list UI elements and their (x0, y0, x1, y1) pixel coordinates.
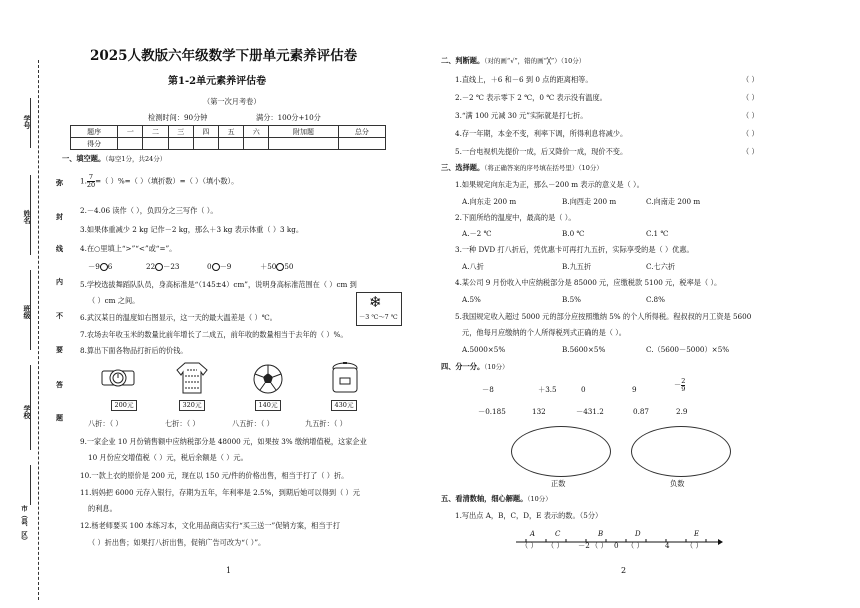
question-10: 10.一款上衣的原价是 200 元，现在以 150 元/件的价格出售，相当于打了（ ）折。 (80, 471, 349, 480)
question-12-line-2: （ ）折出售；如果打八折出售，促销广告可改为“（ ）”。 (88, 538, 266, 547)
choice-option[interactable]: B.5600×5% (562, 345, 606, 354)
choice-option[interactable]: C.向南走 200 m (646, 197, 701, 206)
compare-right: 6 (107, 262, 113, 271)
compare-item (88, 262, 112, 272)
score-cell[interactable] (219, 138, 244, 150)
score-cell[interactable] (269, 138, 338, 150)
q1-fraction (87, 174, 95, 189)
section-3-heading (441, 163, 603, 173)
axis-answer-blank[interactable]: （ ） (547, 541, 564, 550)
section-1-note: （每空1分，共24分） (105, 155, 167, 163)
discount-answer: 八折：（ ） (88, 419, 123, 428)
compare-right: －23 (163, 262, 180, 271)
question-11-line-2: 的利息。 (88, 504, 117, 513)
number-item-fraction: － $\frac{2}{9}$ (674, 377, 686, 393)
number-item: ＋3.5 (538, 385, 557, 394)
section-3-title: 三、选择题。 (441, 163, 485, 172)
discount-answer: 七折：（ ） (165, 419, 200, 428)
section-4-note: （10分） (484, 363, 509, 371)
student-id-label: 学号 (23, 115, 32, 129)
judge-answer[interactable]: （ ） (742, 75, 759, 84)
compare-item (207, 262, 231, 272)
choice-option[interactable]: B.向西走 200 m (562, 197, 617, 206)
section-5-heading (441, 494, 552, 504)
score-row-label: 得分 (71, 138, 118, 150)
price-tag: 200元 (111, 400, 137, 411)
weather-sign (356, 292, 402, 326)
score-table-header: 五 (219, 126, 244, 138)
choice-question: 2.下面所给的温度中，最高的是（ ）。 (455, 213, 576, 222)
district-label: 市（县、区） (20, 505, 28, 544)
name-label: 姓名 (23, 210, 32, 224)
number-item: 0.87 (633, 407, 650, 416)
question-4: 4.在○里填上“>”“<”或“=”。 (80, 244, 177, 253)
compare-item (260, 262, 294, 272)
score-cell[interactable] (118, 138, 143, 150)
temperature-range: －3 ℃～7 ℃ (359, 314, 398, 321)
axis-point-label: C (555, 530, 561, 538)
negative-label: 负数 (670, 479, 685, 488)
score-cell[interactable] (338, 138, 385, 150)
score-table-header-row (71, 126, 386, 138)
compare-circle[interactable] (212, 263, 220, 271)
page-number: 2 (621, 566, 627, 575)
score-table-header: 一 (118, 126, 143, 138)
section-3-note: （将正确答案的序号填在括号里）（10分） (484, 164, 603, 172)
axis-tick-label: 4 (665, 541, 670, 550)
score-table-header: 六 (244, 126, 269, 138)
score-table-row (71, 138, 386, 150)
score-table-header: 附加题 (269, 126, 338, 138)
section-1-title: 一、填空题。 (62, 154, 106, 163)
axis-point-label: E (694, 530, 700, 538)
axis-answer-blank[interactable]: （ ） (521, 541, 538, 550)
axis-point-label: D (635, 530, 641, 538)
positive-set[interactable] (511, 426, 611, 477)
question-1 (80, 174, 238, 189)
choice-option[interactable]: C.（5600－5000）×5% (646, 345, 730, 354)
axis-point-label: A (530, 530, 536, 538)
exam-subtitle: 第1-2单元素养评估卷 (168, 76, 267, 87)
positive-label: 正数 (551, 479, 566, 488)
choice-option[interactable]: B.0 ℃ (562, 229, 585, 238)
score-table (70, 125, 386, 150)
seal-char: 弥 (56, 178, 63, 187)
number-item: 0 (581, 385, 586, 394)
score-table-header: 三 (168, 126, 193, 138)
score-table-header: 四 (193, 126, 218, 138)
section-5-note: （10分） (527, 495, 552, 503)
section-5-title: 五、看清数轴，细心解题。 (441, 494, 528, 503)
choice-option[interactable]: A.向东走 200 m (462, 197, 517, 206)
compare-left: －9 (88, 262, 100, 271)
section-2-title: 二、判断题。 (441, 56, 485, 65)
choice-option[interactable]: A.－2 ℃ (462, 229, 492, 238)
price-tag: 430元 (331, 400, 357, 411)
number-item: 2.9 (676, 407, 688, 416)
section-2-heading (441, 56, 585, 66)
negative-set[interactable] (631, 426, 731, 477)
seal-char: 题 (56, 413, 63, 422)
compare-left: 22 (146, 262, 156, 271)
question-9-line-2: 10 月份应交增值税（ ）元，税后余额是（ ）元。 (88, 453, 248, 462)
price-tag: 320元 (179, 400, 205, 411)
question-11-line-1: 11.妈妈把 6000 元存入银行，存期为五年，年利率是 2.5%，到期后她可以得到（ ）元 (80, 488, 360, 497)
choice-option[interactable]: A.5% (462, 295, 481, 304)
axis-answer-blank[interactable]: （ ） (627, 541, 644, 550)
judge-answer[interactable]: （ ） (742, 111, 759, 120)
price-tag: 140元 (255, 400, 281, 411)
judge-question: 5.一台电视机先提价一成，后又降价一成，现价不变。 (455, 147, 628, 156)
question-3: 3.如果体重减少 2 kg 记作－2 kg，那么＋3 kg 表示体重（ ）3 kg。 (80, 225, 304, 234)
number-item: －8 (482, 385, 494, 394)
fraction-numerator: 2 (681, 377, 686, 385)
seal-char: 封 (56, 212, 63, 221)
q1-text: =（ ）%=（ ）（填折数）=（ ）（填小数）。 (95, 176, 239, 186)
fraction (681, 378, 685, 393)
question-12-line-1: 12.杨老师要买 100 本练习本，文化用品商店实行“买三送一”促销方案，相当于打 (80, 521, 340, 530)
choice-question: 1.如果规定向东走为正，那么－200 m 表示的意义是（ ）。 (455, 180, 644, 189)
judge-answer[interactable]: （ ） (742, 129, 759, 138)
exam-full-score: 满分：100分+10分 (256, 113, 321, 122)
binding-dashed-line (38, 60, 39, 600)
choice-question: 4.某公司 9 月份收入中应纳税部分是 85000 元，应缴税款 5100 元，税率是（ ）。 (455, 278, 722, 287)
compare-circle[interactable] (155, 263, 163, 271)
compare-right: 50 (284, 262, 294, 271)
judge-question: 1.直线上，＋6 和－6 到 0 点的距离相等。 (455, 75, 593, 84)
judge-question: 4.存一年期，本金不变，利率下调，所得利息将减少。 (455, 129, 628, 138)
school-label: 学校 (23, 405, 32, 419)
school-blank[interactable] (30, 365, 32, 450)
score-cell[interactable] (143, 138, 168, 150)
question-5-line-2: （ ）cm 之间。 (88, 296, 140, 305)
discount-answer: 九五折：（ ） (305, 419, 347, 428)
section-2-note: （对的画“√”，错的画“╳”）（10分） (484, 57, 586, 65)
axis-point-label: B (598, 530, 604, 538)
class-blank[interactable] (30, 270, 32, 350)
score-cell[interactable] (168, 138, 193, 150)
score-table-header: 总分 (338, 126, 385, 138)
choice-option[interactable]: B.九五折 (562, 262, 592, 271)
rice-cooker-icon (330, 360, 360, 396)
compare-item (146, 262, 180, 272)
exam-title: 2025人教版六年级数学下册单元素养评估卷 (90, 48, 358, 64)
axis-tick-label: 0 (614, 541, 619, 550)
judge-answer[interactable]: （ ） (742, 147, 759, 156)
discount-answer: 八五折：（ ） (232, 419, 274, 428)
choice-question: 3.一种 DVD 打八折后，凭优惠卡可再打九五折，实际享受的是（ ）优惠。 (455, 245, 694, 254)
choice-question-5-line-1: 5.我国规定收入超过 5000 元的部分应按照缴纳 5% 的个人所得税。程叔叔的月工资是 5600 (455, 312, 752, 321)
score-cell[interactable] (193, 138, 218, 150)
choice-question-5-line-2: 元，他每月应缴纳的个人所得税列式正确的是（ ）。 (462, 328, 626, 337)
judge-question: 2.－2 ℃ 表示零下 2 ℃，0 ℃ 表示没有温度。 (455, 93, 607, 102)
number-item: 132 (532, 407, 546, 416)
axis-tick-label: －2 (578, 541, 590, 550)
judge-answer[interactable]: （ ） (742, 93, 759, 102)
axis-question: 1.写出点 A，B，C，D，E 表示的数。（5分） (455, 511, 603, 520)
snowflake-icon: ❄ (369, 293, 382, 311)
name-blank[interactable] (30, 175, 32, 255)
exam-note: （第一次月考卷） (203, 97, 261, 106)
q1-number: 1. (80, 176, 87, 186)
district-blank[interactable] (30, 465, 32, 505)
score-cell[interactable] (244, 138, 269, 150)
choice-option[interactable]: A.八折 (462, 262, 484, 271)
q1-denominator: 20 (86, 181, 96, 189)
score-table-header: 二 (143, 126, 168, 138)
question-9-line-1: 9.一家企业 10 月份销售额中应纳税部分是 48000 元，如果按 3% 缴纳增值税，这家企业 (80, 437, 367, 446)
exam-time: 检测时间：90分钟 (148, 113, 208, 122)
question-2: 2.－4.06 读作（ ），负四分之三写作（ ）。 (80, 206, 218, 215)
section-1-heading (62, 154, 166, 164)
compare-right: －9 (219, 262, 232, 271)
football-icon (252, 363, 284, 395)
section-4-heading (441, 362, 509, 372)
id-blank[interactable] (30, 98, 32, 148)
fraction-denominator: 9 (681, 385, 686, 393)
question-8: 8.算出下面各物品打折后的价钱。 (80, 346, 188, 355)
sweater-icon (175, 360, 209, 396)
seal-char: 要 (56, 345, 63, 354)
q1-numerator: 7 (87, 174, 95, 182)
axis-answer-blank[interactable]: （ ） (591, 541, 608, 550)
page-number: 1 (226, 566, 232, 575)
choice-option[interactable]: C.1 ℃ (646, 229, 669, 238)
question-7: 7.农场去年收玉米的数量比前年增长了二成五，前年收的数量相当于去年的（ ）%。 (80, 330, 348, 339)
choice-option[interactable]: B.5% (562, 295, 581, 304)
number-item: －0.185 (478, 407, 506, 416)
compare-left: ＋50 (260, 262, 277, 271)
class-label: 班级 (23, 305, 32, 319)
compare-circle[interactable] (100, 263, 108, 271)
seal-char: 线 (56, 244, 63, 253)
seal-char: 不 (56, 311, 63, 320)
question-5-line-1: 5.学校选拔舞蹈队队员，身高标准是“（145±4）cm”，说明身高标准范围在（ ）cm 到 (80, 280, 357, 289)
choice-option[interactable]: A.5000×5% (462, 345, 506, 354)
seal-char: 内 (56, 277, 63, 286)
compare-left: 0 (207, 262, 212, 271)
section-4-title: 四、分一分。 (441, 362, 485, 371)
seal-char: 答 (56, 380, 63, 389)
axis-answer-blank[interactable]: （ ） (686, 541, 703, 550)
question-6: 6.武汉某日的温度如右图显示，这一天的最大温差是（ ）℃。 (80, 313, 277, 322)
choice-option[interactable]: C.七六折 (646, 262, 676, 271)
choice-option[interactable]: C.8% (646, 295, 665, 304)
number-item: －431.2 (576, 407, 604, 416)
watch-icon (100, 362, 136, 394)
judge-question: 3.“满 100 元减 30 元”实际就是打七折。 (455, 111, 588, 120)
number-item: 9 (632, 385, 637, 394)
score-table-header: 题序 (71, 126, 118, 138)
